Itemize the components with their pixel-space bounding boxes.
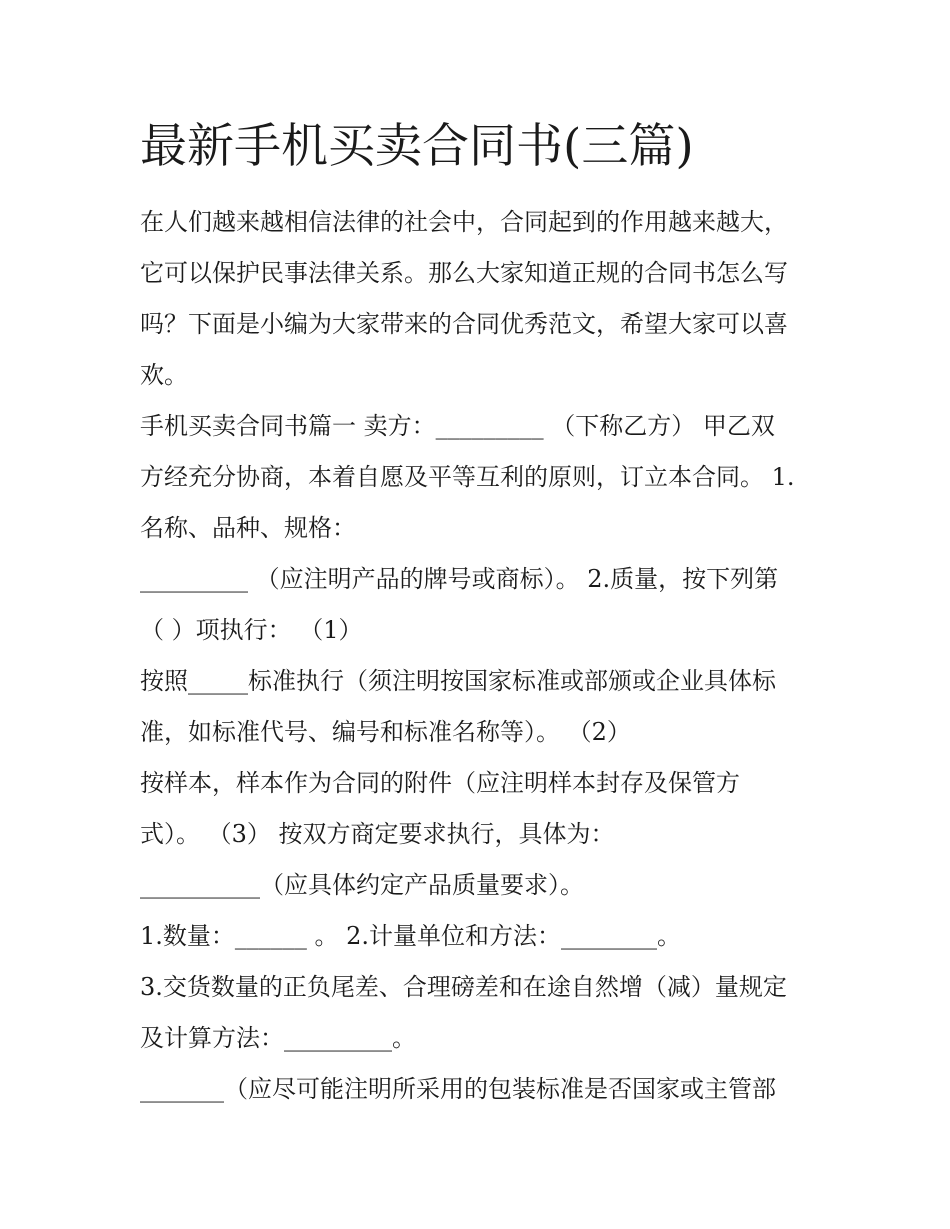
body-line-16: 3.交货数量的正负尾差、合理磅差和在途自然增（减）量规定: [140, 973, 787, 1001]
document-body: [140, 197, 820, 1115]
body-line-1: 在人们越来越相信法律的社会中，合同起到的作用越来越大，: [140, 208, 788, 236]
body-line-13: 式）。 （3） 按双方商定要求执行，具体为：: [140, 820, 615, 848]
body-line-6: 方经充分协商，本着自愿及平等互利的原则，订立本合同。 1.: [140, 463, 795, 491]
body-line-17: 及计算方法：_________。: [140, 1024, 416, 1052]
body-line-4: 欢。: [140, 361, 188, 389]
body-line-15: 1.数量：______ 。 2.计量单位和方法：________。: [140, 922, 682, 950]
body-line-2: 它可以保护民事法律关系。那么大家知道正规的合同书怎么写: [140, 259, 788, 287]
body-line-18: _______（应尽可能注明所采用的包装标准是否国家或主管部: [140, 1075, 776, 1103]
body-line-7: 名称、品种、规格：: [140, 514, 356, 542]
body-line-14: __________（应具体约定产品质量要求）。: [140, 871, 584, 899]
body-line-9: （ ）项执行： （1）: [140, 616, 363, 644]
body-line-8: _________ （应注明产品的牌号或商标）。 2.质量，按下列第: [140, 565, 779, 593]
body-line-12: 按样本，样本作为合同的附件（应注明样本封存及保管方: [140, 769, 740, 797]
document-title: 最新手机买卖合同书(三篇): [140, 119, 694, 174]
body-line-3: 吗？下面是小编为大家带来的合同优秀范文，希望大家可以喜: [140, 310, 788, 338]
body-line-5: 手机买卖合同书篇一 卖方：_________ （下称乙方） 甲乙双: [140, 412, 775, 440]
body-line-10: 按照_____标准执行（须注明按国家标准或部颁或企业具体标: [140, 667, 776, 695]
body-line-11: 准，如标准代号、编号和标准名称等）。 （2）: [140, 718, 631, 746]
